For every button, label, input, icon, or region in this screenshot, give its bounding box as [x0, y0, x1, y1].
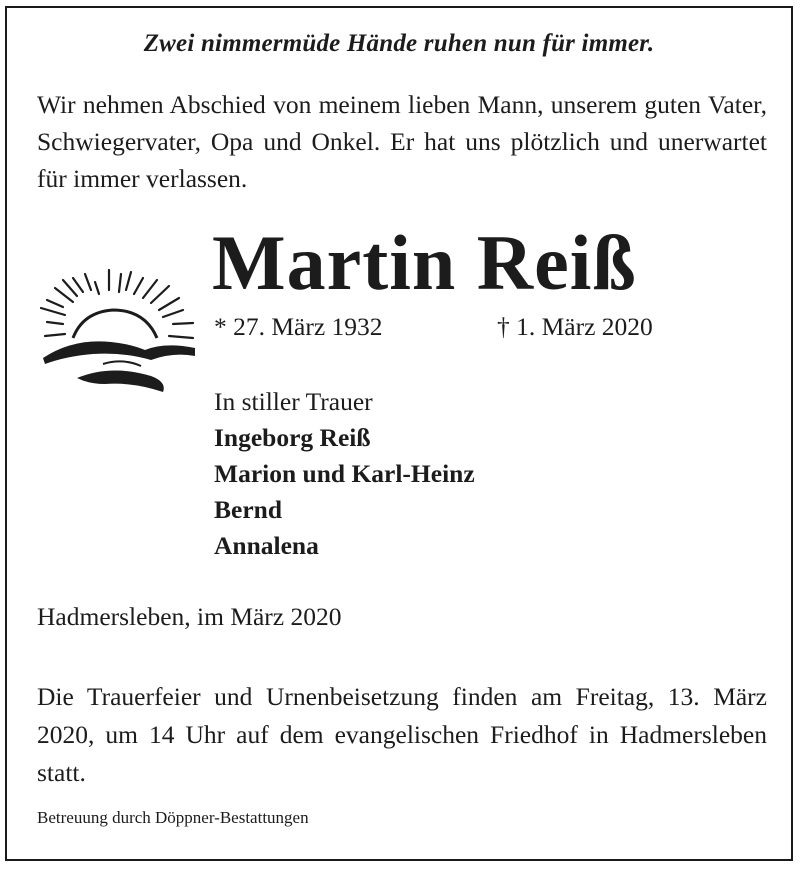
place-date: Hadmersleben, im März 2020	[37, 602, 342, 631]
mourning-label: In stiller Trauer	[214, 387, 373, 416]
motto: Zwei nimmermüde Hände ruhen nun für immer.	[143, 30, 655, 57]
mourner-name: Ingeborg Reiß	[214, 423, 371, 452]
funeral-home-credit: Betreuung durch Döppner-Bestattungen	[37, 808, 309, 827]
funeral-info: Die Trauerfeier und Urnenbeisetzung finden am Freitag, 13. März 2020, um 14 Uhr auf dem evangelischen Friedhof in Hadmersleben statt.	[37, 682, 767, 787]
birth-date: * 27. März 1932	[214, 312, 383, 341]
mourner-name: Bernd	[214, 495, 283, 524]
deceased-name: Martin Reiß	[212, 219, 637, 306]
intro-text: Wir nehmen Abschied von meinem lieben Mann, unserem guten Vater, Schwiegervater, Opa und Onkel. Er hat uns plötzlich und unerwartet für immer verlassen.	[37, 90, 767, 193]
mourner-name: Annalena	[214, 531, 319, 560]
mourners-block	[214, 384, 475, 564]
obituary-notice	[5, 6, 793, 861]
death-date: † 1. März 2020	[497, 312, 653, 341]
sunset-over-hills-icon	[33, 260, 203, 400]
mourner-name: Marion und Karl-Heinz	[214, 459, 475, 488]
